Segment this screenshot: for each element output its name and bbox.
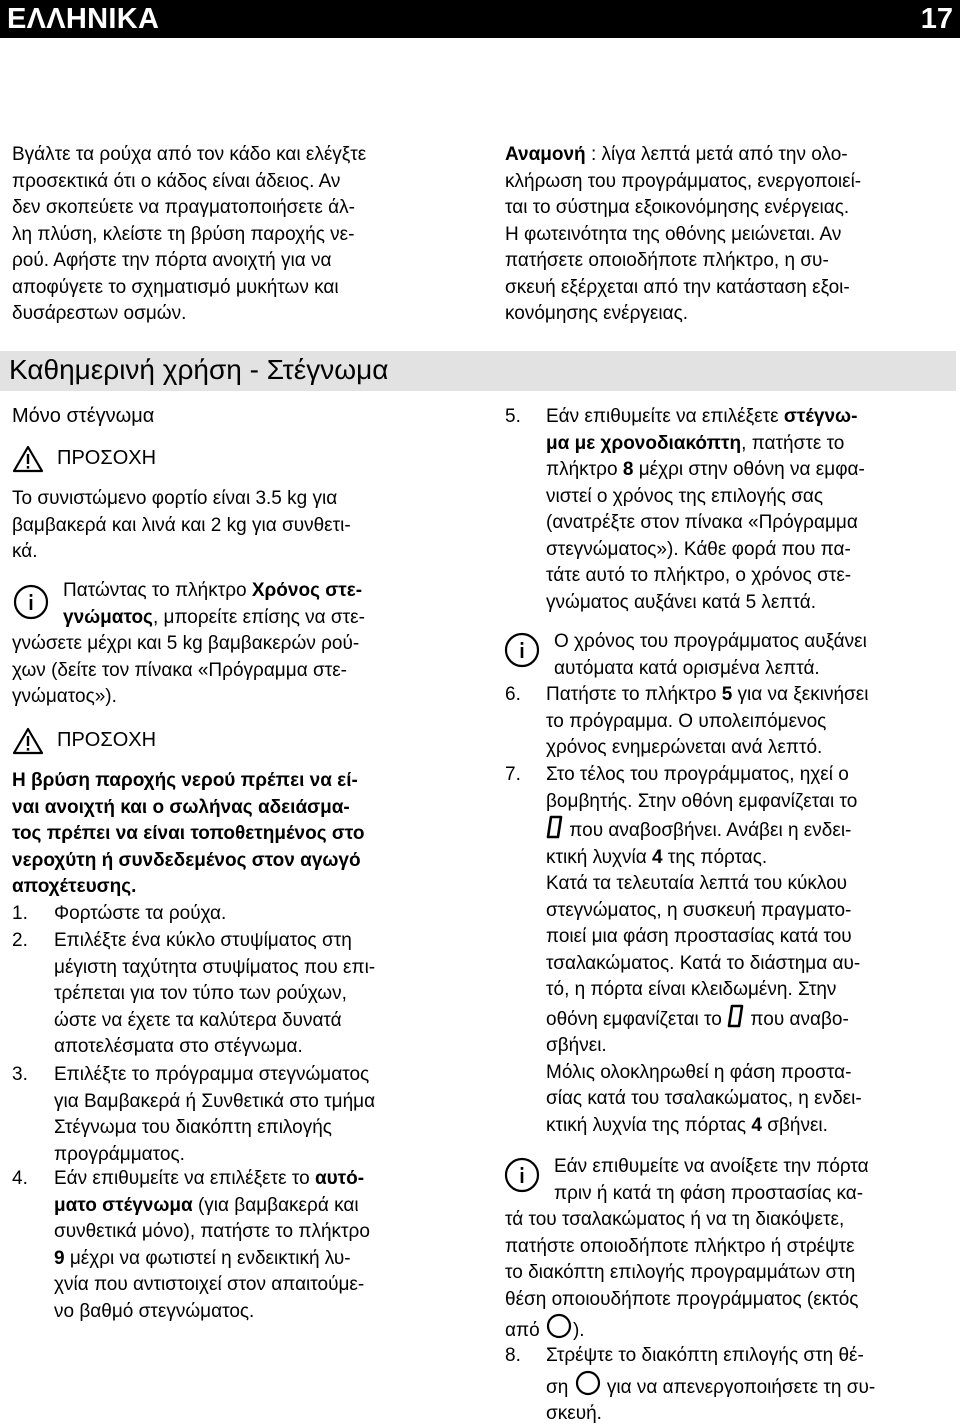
text-line: τσαλακώματος. Κατά το διάστημα αυ-	[546, 952, 861, 974]
text-line: ναι ανοιχτή και ο σωλήνας αδειάσμα-	[12, 796, 350, 818]
text-line: πλήκτρο 8 μέχρι στην οθόνη να εμφα-	[546, 459, 865, 480]
standby-paragraph	[505, 142, 955, 328]
text-line: γνώματος αυξάνει κατά 5 λεπτά.	[546, 591, 817, 613]
step-text	[546, 404, 865, 616]
info-note	[554, 629, 954, 682]
text-line: από ).	[505, 1313, 955, 1345]
text-line: σκευή εξέρχεται από την κατάσταση εξοι-	[505, 276, 850, 298]
text-line: κτική λυχνία της πόρτας 4 σβήνει.	[546, 1114, 828, 1136]
text-line: νεροχύτη ή συνδεδεμένος στον αγωγό	[12, 849, 361, 871]
text-line: Στέγνωμα του διακόπτη επιλογής	[54, 1117, 332, 1138]
text-line: τος πρέπει να είναι τοποθετημένος στο	[12, 823, 365, 844]
text-line: Μόλις ολοκληρωθεί η φάση προστα-	[546, 1061, 852, 1083]
text-line: τό, η πόρτα είναι κλειδωμένη. Στην	[546, 979, 837, 1000]
text-line: λη πλύση, κλείστε τη βρύση παροχής νε-	[12, 223, 355, 245]
step-number: 7.	[505, 764, 521, 785]
text-line: τρέπεται για τον τύπο των ρούχων,	[54, 983, 347, 1004]
text-line: χνία που αντιστοιχεί στον απαιτούμε-	[54, 1274, 365, 1295]
text-line: κονόμησης ενέργειας.	[505, 303, 689, 324]
info-note	[505, 1154, 955, 1345]
text-line: Εάν επιθυμείτε να ανοίξετε την πόρτα	[554, 1156, 869, 1177]
text-line: θέση οποιουδήποτε προγράμματος (εκτός	[505, 1288, 859, 1310]
text-line: συνθετικά μόνο), πατήστε το πλήκτρο	[54, 1221, 370, 1242]
text-line: κτική λυχνία 4 της πόρτας.	[546, 846, 768, 868]
text-line: Αναμονή : λίγα λεπτά μετά από την ολο-	[505, 144, 848, 165]
text-line: νιστεί ο χρόνος της επιλογής σας	[546, 485, 824, 507]
caution-block	[12, 726, 412, 756]
step-number: 2.	[12, 930, 28, 951]
step-number: 5.	[505, 406, 521, 427]
info-note	[12, 578, 482, 711]
text-line: γνώσετε μέχρι και 5 kg βαμβακερών ρού-	[12, 633, 360, 654]
text-line: οθόνη εμφανίζεται το που αναβο-	[546, 1004, 862, 1034]
text-line: ται το σύστημα εξοικονόμησης ενέργειας.	[505, 197, 850, 218]
step-number: 6.	[505, 684, 521, 705]
step-text	[546, 1343, 875, 1428]
text-line: (ανατρέξτε στον πίνακα «Πρόγραμμα	[546, 512, 858, 533]
text-line: γνώματος, μπορείτε επίσης να στε-	[63, 606, 365, 628]
step-text	[546, 762, 862, 1139]
text-line: πατήσετε οποιοδήποτε πλήκτρο, η συ-	[505, 250, 829, 271]
caution-label: ΠΡΟΣΟΧΗ	[57, 729, 157, 751]
step-text	[54, 1062, 375, 1168]
text-line: Πατώντας το πλήκτρο Χρόνος στε-	[63, 580, 363, 601]
text-line: μέγιστη ταχύτητα στυψίματος που επι-	[54, 956, 376, 978]
text-line: σίας κατά του τσαλακώματος, η ενδει-	[546, 1088, 862, 1109]
text-line: ώστε να έχετε τα καλύτερα δυνατά	[54, 1009, 342, 1031]
text-line: αποχέτευσης.	[12, 876, 137, 897]
text-line: μα με χρονοδιακόπτη, πατήστε το	[546, 432, 845, 454]
text-line: Η φωτεινότητα της οθόνης μειώνεται. Αν	[505, 223, 842, 245]
text-line: προσεκτικά ότι ο κάδος είναι άδειος. Αν	[12, 170, 341, 192]
caution-text-bold	[12, 768, 482, 901]
text-line: βομβητής. Στην οθόνη εμφανίζεται το	[546, 790, 858, 812]
step-text	[54, 928, 375, 1061]
language-label: ΕΛΛΗΝΙΚΑ	[7, 3, 160, 35]
step-text	[546, 682, 868, 762]
text-line: Επιλέξτε το πρόγραμμα στεγνώματος	[54, 1064, 370, 1085]
text-line: Επιλέξτε ένα κύκλο στυψίματος στη	[54, 930, 352, 951]
text-line: αποφύγετε το σχηματισμό μυκήτων και	[12, 276, 339, 298]
text-line: σβήνει.	[546, 1035, 607, 1056]
text-line: το διακόπτη επιλογής προγραμμάτων στη	[505, 1262, 856, 1283]
text-line: κά.	[12, 541, 38, 562]
text-line: αυτόματα κατά ορισμένα λεπτά.	[554, 657, 820, 679]
text-line: Φορτώστε τα ρούχα.	[54, 903, 227, 924]
text-line: νο βαθμό στεγνώματος.	[54, 1300, 255, 1322]
step-number: 8.	[505, 1345, 521, 1366]
info-circle-icon	[504, 632, 540, 668]
text-line: που αναβοσβήνει. Ανάβει η ενδει-	[546, 815, 862, 845]
text-line: χρόνος ενημερώνεται ανά λεπτό.	[546, 737, 823, 758]
caution-label: ΠΡΟΣΟΧΗ	[57, 447, 157, 469]
text-line: ποιεί μια φάση προστασίας κατά του	[546, 926, 852, 947]
caution-block	[12, 444, 412, 474]
text-line: δυσάρεστων οσμών.	[12, 303, 187, 324]
text-line: κλήρωση του προγράμματος, ενεργοποιεί-	[505, 170, 862, 192]
subsection-title: Μόνο στέγνωμα	[12, 405, 155, 427]
text-line: Κατά τα τελευταία λεπτά του κύκλου	[546, 873, 848, 894]
text-line: Ο χρόνος του προγράμματος αυξάνει	[554, 631, 867, 652]
page-number: 17	[920, 3, 953, 35]
text-line: σκευή.	[546, 1403, 602, 1424]
step-text	[54, 901, 226, 928]
text-line: πατήστε οποιοδήποτε πλήκτρο ή στρέψτε	[505, 1235, 855, 1257]
text-line: το πρόγραμμα. Ο υπολειπόμενος	[546, 710, 827, 732]
step-number: 4.	[12, 1168, 28, 1189]
caution-text	[12, 486, 482, 566]
warning-triangle-icon	[12, 445, 44, 473]
text-line: στεγνώματος, η συσκευή πραγματο-	[546, 899, 852, 921]
warning-triangle-icon	[12, 727, 44, 755]
off-position-circle-icon	[545, 1313, 573, 1339]
text-line: προγράμματος.	[54, 1143, 185, 1165]
section-title-band	[0, 351, 956, 391]
text-line: Στο τέλος του προγράμματος, ηχεί ο	[546, 764, 849, 785]
section-title: Καθημερινή χρήση - Στέγνωμα	[9, 354, 389, 385]
text-line: Εάν επιθυμείτε να επιλέξετε το αυτό-	[54, 1168, 365, 1189]
text-line: Βγάλτε τα ρούχα από τον κάδο και ελέγξτε	[12, 144, 367, 165]
text-line: ση για να απενεργοποιήσετε τη συ-	[546, 1370, 875, 1402]
text-line: βαμβακερά και λινά και 2 kg για συνθετι-	[12, 514, 351, 536]
text-line: ρού. Αφήστε την πόρτα ανοιχτή για να	[12, 250, 332, 271]
display-zero-icon	[727, 1004, 745, 1028]
intro-paragraph	[12, 142, 482, 328]
text-line: στεγνώματος»). Κάθε φορά που πα-	[546, 538, 851, 560]
text-line: Πατήστε το πλήκτρο 5 για να ξεκινήσει	[546, 684, 869, 705]
text-line: για Βαμβακερά ή Συνθετικά στο τμήμα	[54, 1090, 376, 1112]
text-line: δεν σκοπεύετε να πραγματοποιήσετε άλ-	[12, 197, 355, 218]
step-text	[54, 1166, 370, 1325]
text-line: αποτελέσματα στο στέγνωμα.	[54, 1036, 303, 1057]
display-zero-icon	[546, 815, 564, 839]
text-line: τάτε αυτό το πλήκτρο, ο χρόνος στε-	[546, 565, 852, 586]
text-line: Εάν επιθυμείτε να επιλέξετε στέγνω-	[546, 406, 858, 427]
text-line: χων (δείτε τον πίνακα «Πρόγραμμα στε-	[12, 659, 347, 681]
page-header	[0, 0, 960, 38]
text-line: Στρέψτε το διακόπτη επιλογής στη θέ-	[546, 1345, 864, 1366]
step-number: 1.	[12, 903, 28, 924]
text-line: γνώματος»).	[12, 686, 117, 707]
text-line: ματο στέγνωμα (για βαμβακερά και	[54, 1194, 359, 1216]
text-line: πριν ή κατά τη φάση προστασίας κα-	[554, 1182, 864, 1204]
text-line: τά του τσαλακώματος ή να τη διακόψετε,	[505, 1209, 845, 1230]
text-line: Το συνιστώμενο φορτίο είναι 3.5 kg για	[12, 488, 338, 509]
step-number: 3.	[12, 1064, 28, 1085]
off-position-circle-icon	[574, 1370, 602, 1396]
text-line: Η βρύση παροχής νερού πρέπει να εί-	[12, 770, 358, 791]
text-line: 9 μέχρι να φωτιστεί η ενδεικτική λυ-	[54, 1247, 351, 1269]
